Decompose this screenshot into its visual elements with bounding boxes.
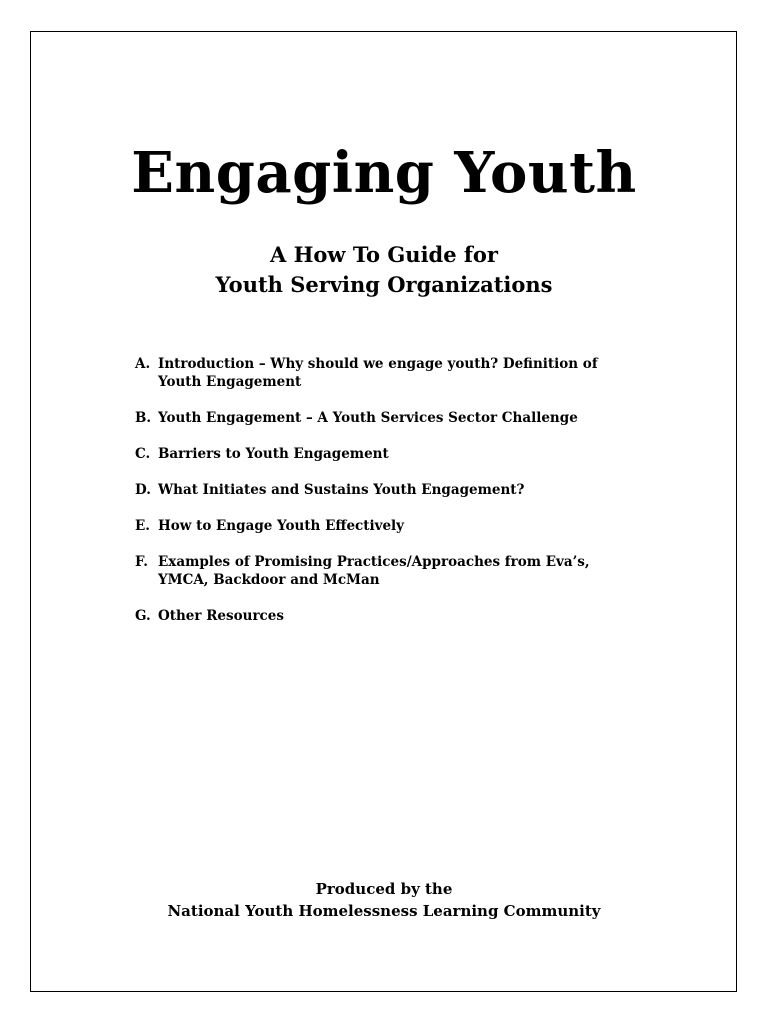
toc-letter: C.: [135, 446, 151, 462]
toc-item-c: [135, 445, 615, 463]
toc-text: Barriers to Youth Engagement: [158, 446, 389, 462]
table-of-contents: [135, 355, 615, 643]
subtitle-line-2: Youth Serving Organizations: [215, 272, 553, 297]
toc-text: Introduction – Why should we engage youth? Definition of Youth Engagement: [158, 356, 598, 390]
toc-item-e: [135, 517, 615, 535]
toc-letter: G.: [135, 608, 151, 624]
toc-letter: D.: [135, 482, 151, 498]
footer-line-2: National Youth Homelessness Learning Community: [167, 902, 601, 920]
toc-item-d: [135, 481, 615, 499]
toc-letter: B.: [135, 410, 152, 426]
document-subtitle: [0, 240, 768, 300]
toc-text: Other Resources: [158, 608, 284, 624]
toc-item-f: [135, 553, 615, 589]
toc-item-a: [135, 355, 615, 391]
toc-text: What Initiates and Sustains Youth Engagement?: [158, 482, 525, 498]
toc-item-g: [135, 607, 615, 625]
toc-text: How to Engage Youth Effectively: [158, 518, 405, 534]
producer-credit: [0, 878, 768, 922]
toc-text: Youth Engagement – A Youth Services Sector Challenge: [158, 410, 578, 426]
subtitle-line-1: A How To Guide for: [269, 242, 499, 267]
toc-text: Examples of Promising Practices/Approaches from Eva’s, YMCA, Backdoor and McMan: [158, 554, 590, 588]
toc-letter: F.: [135, 554, 148, 570]
toc-letter: E.: [135, 518, 150, 534]
toc-letter: A.: [135, 356, 151, 372]
toc-item-b: [135, 409, 615, 427]
document-title: Engaging Youth: [131, 140, 637, 206]
footer-line-1: Produced by the: [315, 880, 453, 898]
